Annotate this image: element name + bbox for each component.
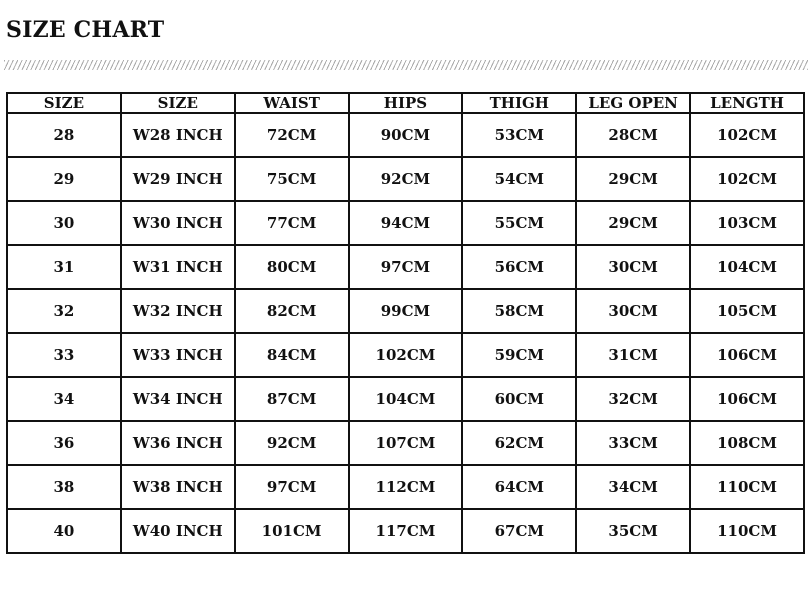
cell-thigh: 56CM <box>462 245 576 289</box>
cell-hips: 112CM <box>349 465 463 509</box>
cell-waist: 87CM <box>235 377 349 421</box>
cell-size-number: 34 <box>7 377 121 421</box>
cell-thigh: 64CM <box>462 465 576 509</box>
cell-hips: 104CM <box>349 377 463 421</box>
cell-thigh: 59CM <box>462 333 576 377</box>
cell-leg-open: 30CM <box>576 245 690 289</box>
cell-length: 110CM <box>690 509 804 553</box>
cell-size-inch: W33 INCH <box>121 333 235 377</box>
cell-thigh: 53CM <box>462 113 576 157</box>
cell-size-inch: W31 INCH <box>121 245 235 289</box>
cell-leg-open: 30CM <box>576 289 690 333</box>
header-size-number: SIZE <box>7 93 121 113</box>
cell-leg-open: 35CM <box>576 509 690 553</box>
cell-size-inch: W29 INCH <box>121 157 235 201</box>
cell-thigh: 67CM <box>462 509 576 553</box>
table-body <box>7 113 804 553</box>
table-row <box>7 201 804 245</box>
table-row <box>7 333 804 377</box>
cell-leg-open: 29CM <box>576 157 690 201</box>
cell-waist: 82CM <box>235 289 349 333</box>
cell-size-inch: W40 INCH <box>121 509 235 553</box>
table-row <box>7 113 804 157</box>
cell-length: 104CM <box>690 245 804 289</box>
cell-size-inch: W38 INCH <box>121 465 235 509</box>
cell-waist: 92CM <box>235 421 349 465</box>
cell-waist: 75CM <box>235 157 349 201</box>
header-hips: HIPS <box>349 93 463 113</box>
cell-hips: 107CM <box>349 421 463 465</box>
cell-waist: 77CM <box>235 201 349 245</box>
cell-length: 110CM <box>690 465 804 509</box>
cell-hips: 102CM <box>349 333 463 377</box>
cell-thigh: 62CM <box>462 421 576 465</box>
size-chart-table <box>6 92 805 554</box>
header-leg-open: LEG OPEN <box>576 93 690 113</box>
cell-leg-open: 33CM <box>576 421 690 465</box>
cell-size-number: 31 <box>7 245 121 289</box>
cell-hips: 90CM <box>349 113 463 157</box>
table-row <box>7 157 804 201</box>
cell-size-inch: W36 INCH <box>121 421 235 465</box>
cell-length: 106CM <box>690 377 804 421</box>
cell-size-inch: W28 INCH <box>121 113 235 157</box>
cell-size-number: 38 <box>7 465 121 509</box>
cell-size-number: 30 <box>7 201 121 245</box>
cell-length: 102CM <box>690 157 804 201</box>
cell-size-inch: W32 INCH <box>121 289 235 333</box>
cell-thigh: 55CM <box>462 201 576 245</box>
cell-length: 108CM <box>690 421 804 465</box>
cell-size-number: 29 <box>7 157 121 201</box>
cell-thigh: 60CM <box>462 377 576 421</box>
header-size-inch: SIZE <box>121 93 235 113</box>
page-title: SIZE CHART <box>6 17 165 43</box>
header-waist: WAIST <box>235 93 349 113</box>
cell-leg-open: 31CM <box>576 333 690 377</box>
cell-hips: 94CM <box>349 201 463 245</box>
cell-size-number: 33 <box>7 333 121 377</box>
cell-waist: 101CM <box>235 509 349 553</box>
cell-size-inch: W30 INCH <box>121 201 235 245</box>
header-row <box>7 93 804 113</box>
cell-leg-open: 28CM <box>576 113 690 157</box>
table-row <box>7 509 804 553</box>
table-row <box>7 421 804 465</box>
cell-size-number: 36 <box>7 421 121 465</box>
cell-leg-open: 32CM <box>576 377 690 421</box>
cell-length: 105CM <box>690 289 804 333</box>
hatched-divider <box>4 60 808 70</box>
header-thigh: THIGH <box>462 93 576 113</box>
cell-hips: 117CM <box>349 509 463 553</box>
cell-thigh: 54CM <box>462 157 576 201</box>
cell-waist: 80CM <box>235 245 349 289</box>
cell-size-number: 40 <box>7 509 121 553</box>
cell-size-number: 32 <box>7 289 121 333</box>
table-row <box>7 289 804 333</box>
cell-leg-open: 29CM <box>576 201 690 245</box>
cell-thigh: 58CM <box>462 289 576 333</box>
cell-leg-open: 34CM <box>576 465 690 509</box>
table-row <box>7 377 804 421</box>
cell-length: 103CM <box>690 201 804 245</box>
cell-hips: 97CM <box>349 245 463 289</box>
cell-size-number: 28 <box>7 113 121 157</box>
cell-length: 102CM <box>690 113 804 157</box>
table-row <box>7 245 804 289</box>
cell-waist: 84CM <box>235 333 349 377</box>
cell-waist: 97CM <box>235 465 349 509</box>
cell-length: 106CM <box>690 333 804 377</box>
cell-hips: 92CM <box>349 157 463 201</box>
cell-hips: 99CM <box>349 289 463 333</box>
cell-waist: 72CM <box>235 113 349 157</box>
table-row <box>7 465 804 509</box>
header-length: LENGTH <box>690 93 804 113</box>
cell-size-inch: W34 INCH <box>121 377 235 421</box>
